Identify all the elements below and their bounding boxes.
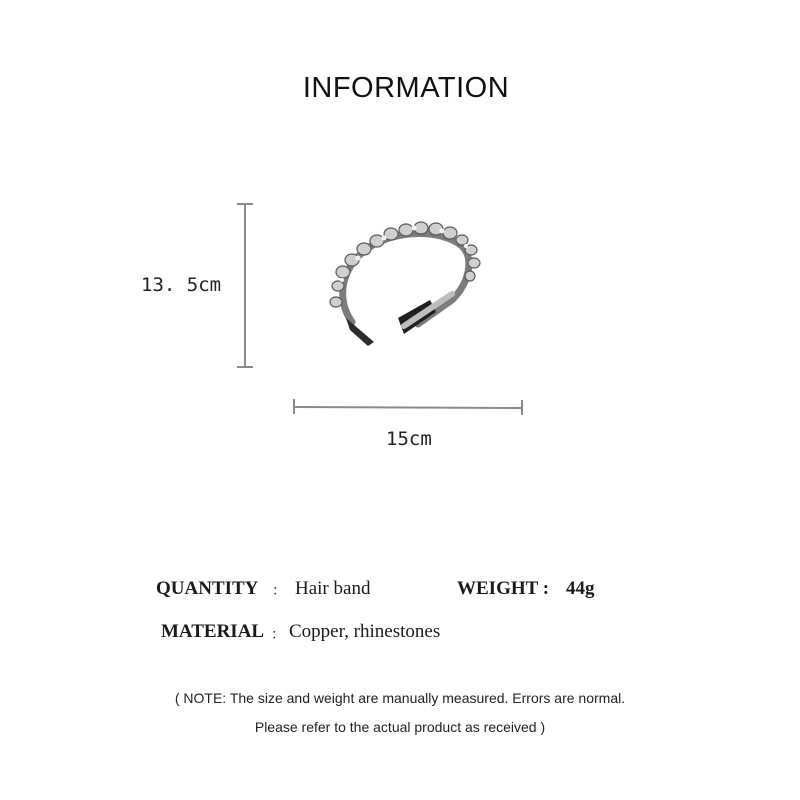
weight-label: WEIGHT : xyxy=(457,578,550,599)
width-dimension-line xyxy=(294,399,522,415)
page-title: INFORMATION xyxy=(302,72,510,104)
quantity-separator: ： xyxy=(272,584,286,599)
note-line-2: Please refer to the actual product as received ) xyxy=(254,719,546,735)
weight-value: 44g xyxy=(566,578,595,599)
note-line-1: ( NOTE: The size and weight are manually measured. Errors are normal. xyxy=(174,690,626,706)
height-dimension-line xyxy=(237,204,253,367)
width-label: 15cm xyxy=(386,428,432,450)
headband-image xyxy=(330,222,480,346)
material-separator: ： xyxy=(271,628,285,643)
quantity-value: Hair band xyxy=(295,578,371,599)
material-value: Copper, rhinestones xyxy=(289,621,441,642)
quantity-label: QUANTITY xyxy=(156,578,259,599)
material-label: MATERIAL xyxy=(161,621,265,642)
height-label: 13. 5cm xyxy=(141,274,222,296)
